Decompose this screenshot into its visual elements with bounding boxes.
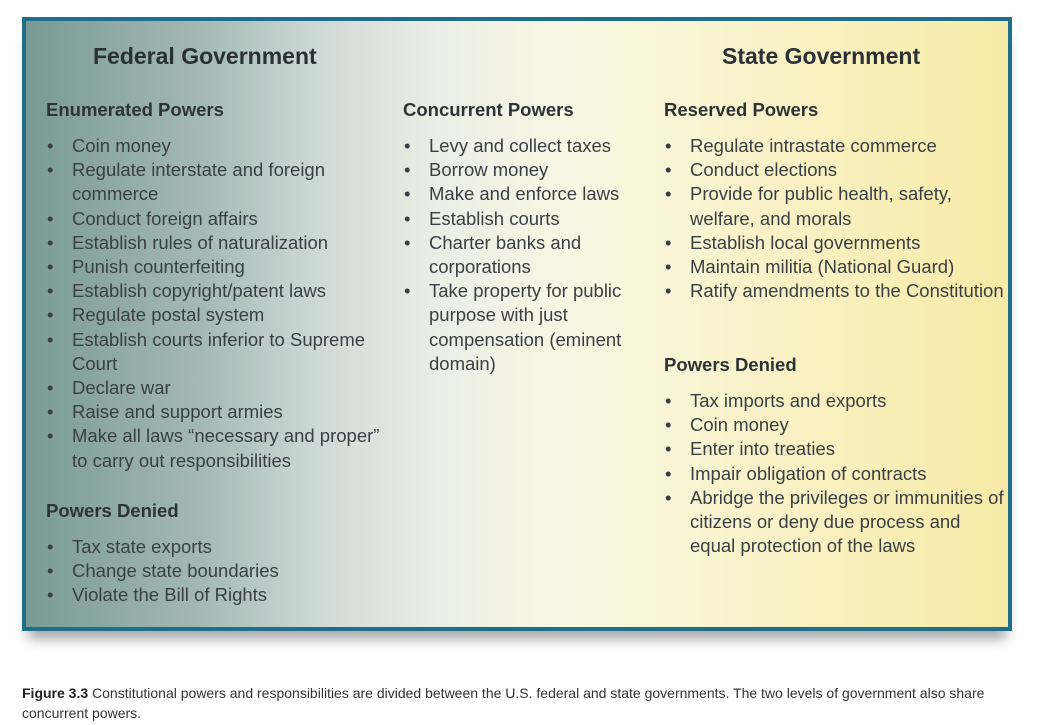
list-item-text: Maintain militia (National Guard) [690,256,955,278]
list-item [664,279,1004,303]
bullet-icon: • [47,159,54,181]
bullet-icon: • [47,425,54,447]
bullet-icon: • [404,183,411,205]
reserved-powers-section [664,98,1004,303]
figure-label: Figure 3.3 [22,685,89,701]
list-item [46,134,386,158]
concurrent-powers-heading: Concurrent Powers [403,99,574,120]
list-item-text: Establish copyright/patent laws [72,280,326,302]
bullet-icon: • [404,280,411,302]
state-powers-denied-heading: Powers Denied [664,354,797,375]
list-item-text: Tax state exports [72,536,212,557]
list-item [46,376,386,400]
bullet-icon: • [404,231,411,253]
concurrent-powers-section [403,98,648,376]
list-item [664,413,1004,437]
list-item [46,400,386,424]
list-item-text: Provide for public health, safety, welfare, and morals [690,183,952,229]
list-item-text: Regulate intrastate commerce [690,135,937,156]
bullet-icon: • [404,207,411,229]
list-item-text: Levy and collect taxes [429,135,612,156]
list-item [403,182,648,206]
bullet-icon: • [47,560,54,582]
figure-caption [22,683,1027,723]
list-item-text: Conduct foreign affairs [72,207,258,229]
list-item-text: Establish rules of naturalization [72,231,329,253]
list-item [664,255,1004,279]
federal-powers-denied-heading: Powers Denied [46,500,179,521]
concurrent-powers-list [403,134,648,376]
caption-text: Constitutional powers and responsibilities are divided between the U.S. federal and state governments. The two levels of government also share concurrent powers. [22,685,985,721]
list-item-text: Take property for public purpose with just compensation (eminent domain) [429,280,622,374]
reserved-powers-heading: Reserved Powers [664,99,819,120]
list-item-text: Establish local governments [690,231,921,253]
bullet-icon: • [665,414,672,436]
list-item [46,158,386,206]
bullet-icon: • [665,135,672,156]
list-item-text: Borrow money [429,159,549,181]
list-item-text: Punish counterfeiting [72,256,245,278]
list-item-text: Make all laws “necessary and proper” to carry out responsibilities [72,425,380,471]
state-powers-denied-section [664,353,1004,558]
list-item [403,231,648,279]
list-item-text: Make and enforce laws [429,183,620,205]
bullet-icon: • [665,390,672,411]
reserved-powers-list [664,134,1004,303]
federal-government-title: Federal Government [93,43,317,69]
list-item [46,559,386,583]
enumerated-powers-list [46,134,386,473]
list-item-text: Enter into treaties [690,438,835,460]
list-item [664,231,1004,255]
list-item [46,255,386,279]
bullet-icon: • [47,584,54,606]
bullet-icon: • [47,256,54,278]
list-item-text: Violate the Bill of Rights [72,584,268,606]
bullet-icon: • [665,256,672,278]
bullet-icon: • [47,304,54,326]
bullet-icon: • [665,438,672,460]
list-item-text: Conduct elections [690,159,838,181]
list-item-text: Declare war [72,377,171,399]
bullet-icon: • [47,135,54,156]
list-item [664,182,1004,230]
bullet-icon: • [404,159,411,181]
bullet-icon: • [404,135,411,156]
bullet-icon: • [47,207,54,229]
list-item [46,583,386,607]
bullet-icon: • [47,231,54,253]
list-item [403,279,648,376]
list-item [664,158,1004,182]
list-item-text: Ratify amendments to the Constitution [690,280,1004,302]
list-item [664,134,1004,158]
federal-powers-denied-section [46,499,386,608]
state-powers-denied-list [664,389,1004,558]
list-item [403,134,648,158]
list-item-text: Impair obligation of contracts [690,462,927,484]
list-item [46,535,386,559]
bullet-icon: • [665,159,672,181]
list-item [664,486,1004,559]
list-item [403,158,648,182]
list-item [46,303,386,327]
bullet-icon: • [47,536,54,557]
list-item [46,279,386,303]
state-government-title: State Government [722,43,921,69]
list-item [46,207,386,231]
bullet-icon: • [47,401,54,423]
list-item [403,207,648,231]
enumerated-powers-heading: Enumerated Powers [46,99,224,120]
bullet-icon: • [665,462,672,484]
federal-powers-denied-list [46,535,386,608]
list-item-text: Charter banks and corporations [429,231,582,278]
list-item-text: Establish courts inferior to Supreme Court [72,328,366,374]
powers-diagram-panel [22,17,1012,631]
list-item-text: Regulate interstate and foreign commerce [72,159,326,205]
list-item [46,231,386,255]
list-item [664,389,1004,413]
enumerated-powers-section [46,98,386,473]
list-item [664,462,1004,486]
list-item [664,437,1004,461]
bullet-icon: • [47,280,54,302]
bullet-icon: • [47,328,54,350]
list-item-text: Tax imports and exports [690,390,887,411]
bullet-icon: • [665,183,672,205]
list-item-text: Abridge the privileges or immunities of citizens or deny due process and equal protection of the laws [690,486,1004,557]
list-item [46,328,386,376]
list-item-text: Establish courts [429,207,560,229]
bullet-icon: • [665,486,672,508]
bullet-icon: • [665,280,672,302]
list-item [46,424,386,472]
list-item-text: Change state boundaries [72,560,279,582]
list-item-text: Regulate postal system [72,304,265,326]
list-item-text: Coin money [72,135,171,156]
bullet-icon: • [47,377,54,399]
list-item-text: Coin money [690,414,789,436]
list-item-text: Raise and support armies [72,401,283,423]
bullet-icon: • [665,231,672,253]
